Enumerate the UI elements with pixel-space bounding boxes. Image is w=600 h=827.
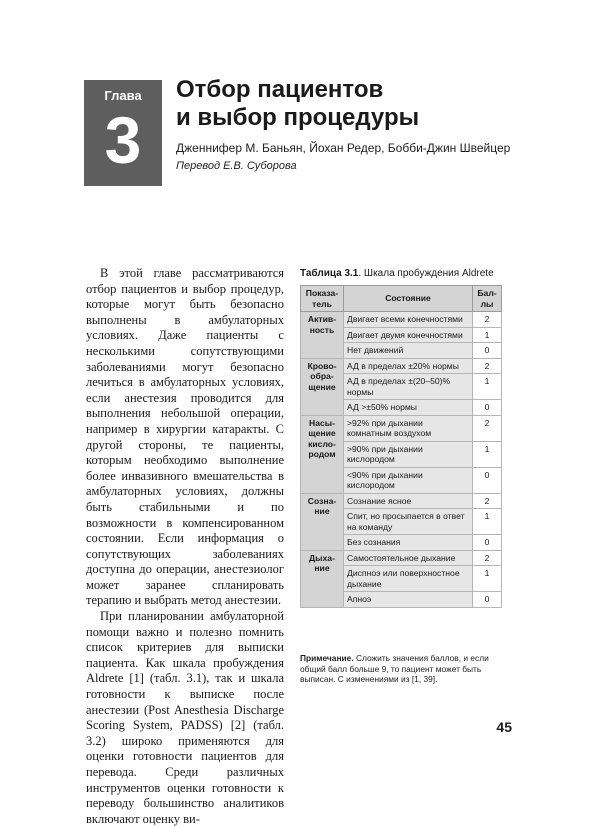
score-cell: 2 — [473, 550, 502, 566]
indicator-cell: Насы- щение кисло- родом — [301, 415, 344, 493]
score-cell: 1 — [473, 327, 502, 343]
state-cell: <90% при дыхании кислородом — [344, 467, 473, 493]
body-paragraph-1: В этой главе рассматриваются отбор пациентов и выбор процедур, которые могут быть безопасно выполнены в амбулаторных условиях. Даже пациенты с несколькими сопутствующими заболеваниями могут безопасно лечиться в амбулаторных условиях, если анестезия проводится для выполнения небольшой операции, например в хирургии катаракты. С другой стороны, те пациенты, которым необходимо выполнение более инвазивного вмешательства в амбулаторных условиях, должны быть стабильными и по возможности в компенсированном состоянии. Если информация о сопутствующих заболеваниях доступна до операции, анестезиолог может заранее спланировать терапию и выбрать метод анестезии. — [86, 266, 284, 608]
score-cell: 2 — [473, 415, 502, 441]
score-cell: 1 — [473, 566, 502, 592]
table-caption-title: . Шкала пробуждения Aldrete — [358, 268, 494, 279]
header-state: Состояние — [344, 286, 473, 312]
score-cell: 2 — [473, 312, 502, 328]
table-body — [301, 312, 502, 608]
table-caption-number: Таблица 3.1 — [300, 268, 359, 279]
state-cell: >90% при дыхании кислородом — [344, 441, 473, 467]
chapter-title-line1: Отбор пациентов — [176, 76, 384, 103]
body-paragraph-2: При планировании амбулаторной помощи важно и полезно помнить список критериев для выписки пациента. Как шкала пробуждения Aldrete [1] (табл. 3.1), так и шкала готовности к выписке после анестезии (Post Anesthesia Discharge Scoring System, PADSS) [2] (табл. 3.2) широко применяются для оценки готовности пациентов для перевода. Среди различных инструментов оценки готовности к переводу большинство аналитиков включают оценку ви- — [86, 609, 284, 826]
state-cell: Двигает всеми конечностями — [344, 312, 473, 328]
state-cell: Апноэ — [344, 592, 473, 608]
aldrete-table — [300, 285, 502, 608]
chapter-title-line2: и выбор процедуры — [176, 104, 420, 131]
state-cell: АД в пределах ±20% нормы — [344, 358, 473, 374]
indicator-cell: Актив- ность — [301, 312, 344, 359]
indicator-cell: Дыха- ние — [301, 550, 344, 607]
score-cell: 0 — [473, 467, 502, 493]
body-text — [86, 266, 284, 827]
indicator-cell: Крово- обра- щение — [301, 358, 344, 415]
state-cell: Двигает двумя конечностями — [344, 327, 473, 343]
score-cell: 0 — [473, 535, 502, 551]
chapter-number: 3 — [104, 103, 142, 177]
state-cell: Сознание ясное — [344, 493, 473, 509]
table-header-row — [301, 286, 502, 312]
table-row — [301, 493, 502, 509]
state-cell: Самостоятельное дыхание — [344, 550, 473, 566]
state-cell: Спит, но просыпается в ответ на команду — [344, 509, 473, 535]
chapter-label: Глава — [104, 88, 142, 103]
table-row — [301, 312, 502, 328]
score-cell: 1 — [473, 374, 502, 400]
state-cell: Диспноэ или поверхностное дыхание — [344, 566, 473, 592]
table-row — [301, 550, 502, 566]
table-note-text: Сложить значения баллов, и если общий балл больше 9, то пациент может быть выписан. С изменениями из [1, 39]. — [300, 653, 489, 684]
table-note — [300, 653, 510, 685]
table-caption — [300, 268, 502, 279]
table-note-label: Примечание. — [300, 653, 354, 663]
state-cell: АД >±50% нормы — [344, 400, 473, 416]
state-cell: Нет движений — [344, 343, 473, 359]
chapter-title — [176, 76, 536, 132]
chapter-badge — [84, 80, 162, 186]
table-row — [301, 358, 502, 374]
state-cell: АД в пределах ±(20–50)% нормы — [344, 374, 473, 400]
score-cell: 0 — [473, 343, 502, 359]
state-cell: Без сознания — [344, 535, 473, 551]
chapter-translator: Перевод Е.В. Суборова — [176, 160, 297, 172]
score-cell: 1 — [473, 441, 502, 467]
page-number: 45 — [496, 719, 512, 735]
indicator-cell: Созна- ние — [301, 493, 344, 550]
state-cell: >92% при дыхании комнатным воздухом — [344, 415, 473, 441]
score-cell: 1 — [473, 509, 502, 535]
aldrete-table-block — [300, 268, 502, 608]
table-row — [301, 415, 502, 441]
score-cell: 0 — [473, 400, 502, 416]
score-cell: 2 — [473, 493, 502, 509]
header-score: Бал- лы — [473, 286, 502, 312]
score-cell: 2 — [473, 358, 502, 374]
header-indicator: Показа- тель — [301, 286, 344, 312]
chapter-authors: Дженнифер М. Баньян, Йохан Редер, Бобби-Джин Швейцер — [176, 141, 511, 155]
score-cell: 0 — [473, 592, 502, 608]
